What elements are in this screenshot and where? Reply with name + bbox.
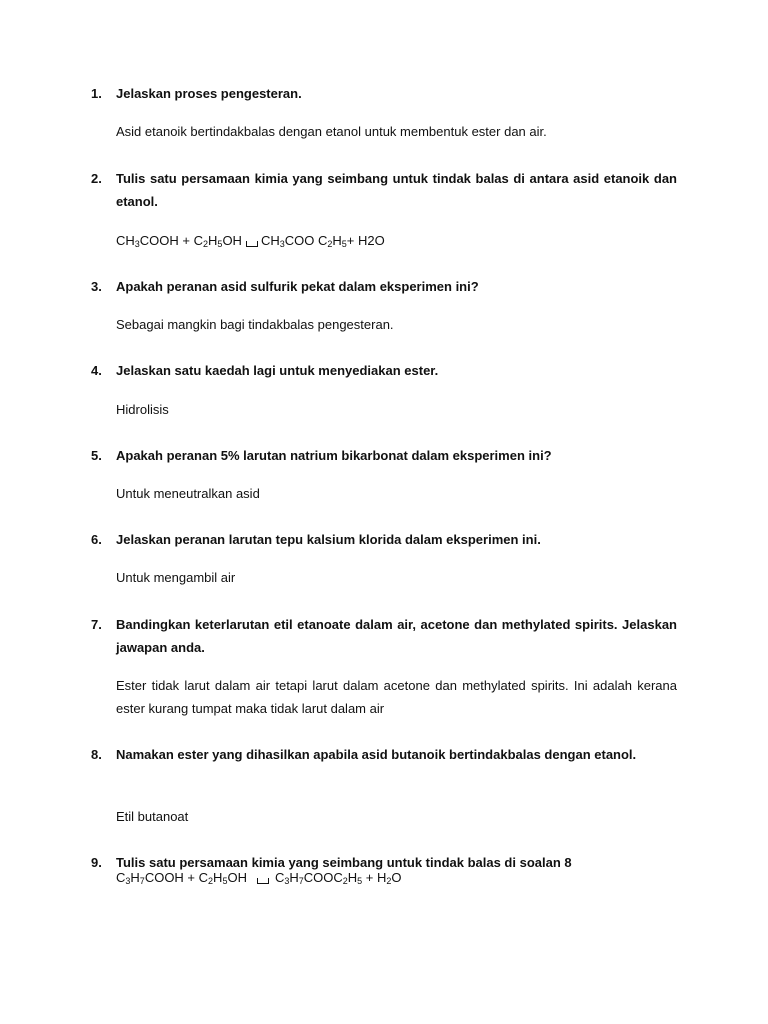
chemical-equation: $C_3H_7COOH + C_2H_5OH$ $C_3H_7COOC_2H_5 + H_2O$: [116, 870, 402, 886]
question-text: Tulis satu persamaan kimia yang seimbang untuk tindak balas di antara asid etanoik dan etanol.: [116, 171, 677, 209]
question-text: Jelaskan satu kaedah lagi untuk menyediakan ester.: [116, 363, 439, 378]
equilibrium-arrow-icon: [257, 878, 269, 884]
question-number: 1.: [91, 86, 102, 101]
equilibrium-arrow-icon: [246, 241, 258, 247]
answer-text: Untuk meneutralkan asid: [116, 486, 260, 501]
question-text: Jelaskan proses pengesteran.: [116, 86, 302, 101]
question-text: Namakan ester yang dihasilkan apabila asid butanoik bertindakbalas dengan etanol.: [116, 747, 637, 762]
question-number: 5.: [91, 448, 102, 463]
chemical-equation: $CH_3COOH + C_2H_5OH$ $CH_3COO$ $C_2H_5+ H2O$: [116, 233, 385, 249]
answer-text: Etil butanoat: [116, 809, 189, 824]
answer-text: Untuk mengambil air: [116, 570, 236, 585]
question-text: Apakah peranan 5% larutan natrium bikarbonat dalam eksperimen ini?: [116, 448, 552, 463]
question-number: 4.: [91, 363, 102, 378]
question-text: Tulis satu persamaan kimia yang seimbang untuk tindak balas di soalan 8: [116, 855, 572, 870]
question-text: Apakah peranan asid sulfurik pekat dalam eksperimen ini?: [116, 279, 479, 294]
question-number: 2.: [91, 171, 102, 186]
question-number: 3.: [91, 279, 102, 294]
question-text: Bandingkan keterlarutan etil etanoate dalam air, acetone dan methylated spirits. Jelaskan jawapan anda.: [116, 617, 677, 655]
question-number: 8.: [91, 747, 102, 762]
answer-text: Sebagai mangkin bagi tindakbalas pengesteran.: [116, 317, 394, 332]
question-number: 6.: [91, 532, 102, 547]
answer-text: Asid etanoik bertindakbalas dengan etanol untuk membentuk ester dan air.: [116, 124, 547, 139]
answer-text: Hidrolisis: [116, 402, 169, 417]
answer-text: Ester tidak larut dalam air tetapi larut dalam acetone dan methylated spirits. Ini adalah kerana ester kurang tumpat maka tidak larut dalam air: [116, 678, 677, 716]
question-number: 9.: [91, 855, 102, 870]
question-number: 7.: [91, 617, 102, 632]
question-text: Jelaskan peranan larutan tepu kalsium klorida dalam eksperimen ini.: [116, 532, 541, 547]
